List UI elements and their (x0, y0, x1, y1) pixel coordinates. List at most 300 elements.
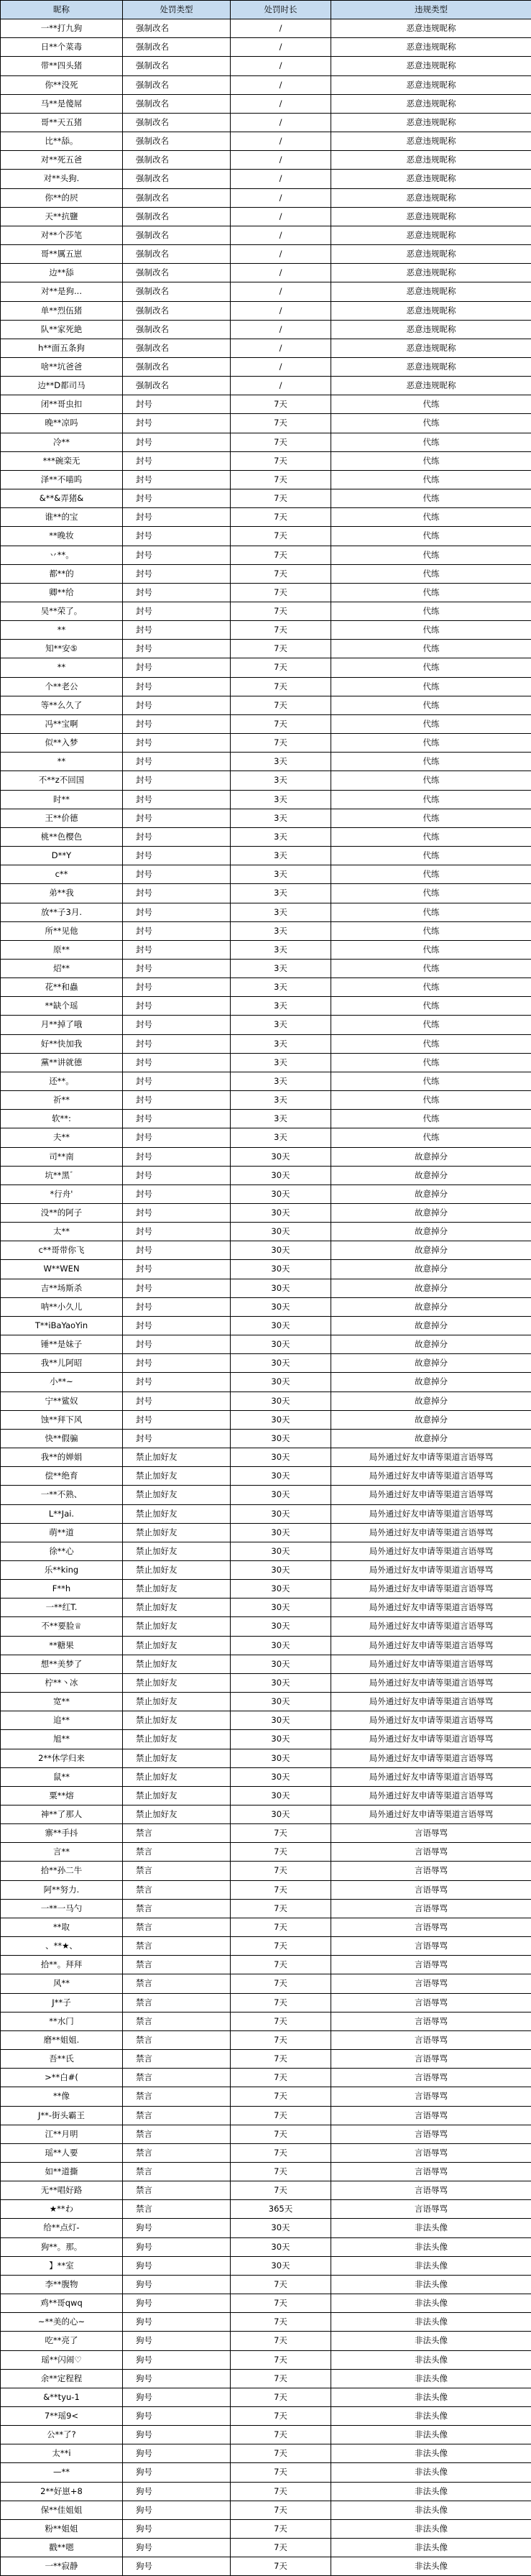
table-row (1, 827, 531, 846)
table-row (1, 170, 531, 188)
cell-penalty-duration: 7天 (231, 2294, 331, 2313)
cell-nickname: 花**和蟲 (1, 978, 123, 997)
cell-penalty-duration: 30天 (231, 1693, 331, 1711)
cell-penalty-type: 禁言 (123, 2012, 231, 2030)
cell-nickname: ***碗栾无 (1, 451, 123, 470)
cell-nickname: 风** (1, 1974, 123, 1993)
table-row (1, 2482, 531, 2501)
cell-nickname: ** (1, 621, 123, 640)
cell-penalty-duration: 30天 (231, 1373, 331, 1392)
cell-penalty-type: 封号 (123, 1072, 231, 1090)
table-row (1, 1110, 531, 1128)
cell-violation-type: 恶意违规昵称 (331, 282, 531, 301)
cell-violation-type: 局外通过好友申请等渠道言语辱骂 (331, 1598, 531, 1617)
cell-violation-type: 故意掉分 (331, 1354, 531, 1373)
table-row (1, 1486, 531, 1504)
cell-violation-type: 代练 (331, 696, 531, 714)
table-row (1, 1467, 531, 1486)
cell-penalty-duration: 7天 (231, 564, 331, 583)
cell-nickname: 神**了那人 (1, 1806, 123, 1824)
table-row (1, 151, 531, 170)
cell-penalty-duration: 30天 (231, 1655, 331, 1673)
cell-nickname: &**&弄猪& (1, 489, 123, 508)
cell-violation-type: 言语辱骂 (331, 2181, 531, 2200)
cell-penalty-type: 禁言 (123, 2162, 231, 2181)
cell-nickname: 对**是狗... (1, 282, 123, 301)
cell-violation-type: 故意掉分 (331, 1260, 531, 1279)
cell-nickname: 你**的屄 (1, 188, 123, 207)
cell-penalty-type: 禁言 (123, 1993, 231, 2012)
cell-violation-type: 非法头像 (331, 2557, 531, 2576)
cell-penalty-duration: 7天 (231, 546, 331, 564)
table-row (1, 1711, 531, 1730)
cell-nickname: 小**~ (1, 1373, 123, 1392)
cell-penalty-type: 封号 (123, 1147, 231, 1166)
cell-violation-type: 代练 (331, 790, 531, 809)
cell-penalty-duration: 30天 (231, 1354, 331, 1373)
cell-violation-type: 代练 (331, 527, 531, 546)
cell-penalty-duration: 3天 (231, 978, 331, 997)
table-row (1, 640, 531, 658)
cell-penalty-duration: 7天 (231, 2557, 331, 2576)
cell-nickname: 等**么久了 (1, 696, 123, 714)
table-row (1, 2219, 531, 2237)
cell-penalty-duration: 7天 (231, 1918, 331, 1936)
cell-penalty-type: 封号 (123, 1373, 231, 1392)
table-row (1, 1223, 531, 1241)
cell-nickname: ★**わ (1, 2200, 123, 2219)
cell-violation-type: 故意掉分 (331, 1373, 531, 1392)
table-row (1, 1523, 531, 1542)
cell-nickname: 泽**不喵呜 (1, 470, 123, 489)
cell-violation-type: 言语辱骂 (331, 2200, 531, 2219)
cell-violation-type: 恶意违规昵称 (331, 377, 531, 395)
cell-nickname: 王**价德 (1, 809, 123, 827)
table-row (1, 2350, 531, 2369)
cell-violation-type: 代练 (331, 640, 531, 658)
cell-penalty-duration: 30天 (231, 1448, 331, 1467)
table-row (1, 1806, 531, 1824)
cell-penalty-duration: 7天 (231, 677, 331, 696)
cell-penalty-type: 禁止加好友 (123, 1711, 231, 1730)
cell-violation-type: 恶意违规昵称 (331, 301, 531, 320)
cell-penalty-duration: 7天 (231, 1956, 331, 1974)
table-row (1, 2426, 531, 2444)
cell-penalty-type: 禁言 (123, 2069, 231, 2087)
table-row (1, 1542, 531, 1560)
table-row (1, 339, 531, 357)
cell-penalty-duration: 30天 (231, 1184, 331, 1203)
cell-penalty-type: 封号 (123, 414, 231, 433)
cell-penalty-type: 封号 (123, 1184, 231, 1203)
table-row (1, 188, 531, 207)
cell-violation-type: 局外通过好友申请等渠道言语辱骂 (331, 1617, 531, 1636)
cell-violation-type: 非法头像 (331, 2256, 531, 2275)
cell-nickname: 时** (1, 790, 123, 809)
cell-violation-type: 代练 (331, 1072, 531, 1090)
cell-penalty-duration: 30天 (231, 2256, 331, 2275)
cell-violation-type: 局外通过好友申请等渠道言语辱骂 (331, 1786, 531, 1805)
cell-penalty-duration: 3天 (231, 1053, 331, 1072)
table-row (1, 1279, 531, 1297)
cell-violation-type: 代练 (331, 921, 531, 940)
cell-penalty-duration: 30天 (231, 1392, 331, 1410)
cell-nickname: 李**腹物 (1, 2275, 123, 2294)
cell-penalty-type: 狗号 (123, 2407, 231, 2426)
cell-penalty-type: 强制改名 (123, 320, 231, 339)
cell-nickname: 柠**丶冰 (1, 1673, 123, 1692)
cell-violation-type: 代练 (331, 414, 531, 433)
cell-nickname: 放**子3月. (1, 903, 123, 921)
cell-penalty-type: 封号 (123, 865, 231, 884)
cell-penalty-duration: 30天 (231, 1147, 331, 1166)
cell-violation-type: 非法头像 (331, 2313, 531, 2332)
cell-nickname: 天**抗鹽 (1, 207, 123, 226)
cell-violation-type: 恶意违规昵称 (331, 320, 531, 339)
table-row (1, 2463, 531, 2482)
cell-penalty-duration: / (231, 226, 331, 244)
cell-penalty-duration: 7天 (231, 414, 331, 433)
cell-penalty-type: 禁止加好友 (123, 1693, 231, 1711)
cell-nickname: 】**室 (1, 2256, 123, 2275)
table-row (1, 1693, 531, 1711)
table-row (1, 2030, 531, 2049)
cell-penalty-duration: 7天 (231, 583, 331, 602)
cell-violation-type: 局外通过好友申请等渠道言语辱骂 (331, 1673, 531, 1692)
cell-nickname: 炤** (1, 959, 123, 978)
cell-nickname: 一**不熟、 (1, 1486, 123, 1504)
cell-nickname: —** (1, 2463, 123, 2482)
cell-penalty-duration: / (231, 357, 331, 376)
cell-nickname: >**白#( (1, 2069, 123, 2087)
table-row (1, 847, 531, 865)
cell-penalty-duration: 3天 (231, 827, 331, 846)
cell-violation-type: 恶意违规昵称 (331, 132, 531, 151)
cell-nickname: 狗**。那。 (1, 2237, 123, 2256)
cell-violation-type: 言语辱骂 (331, 1956, 531, 1974)
cell-nickname: 司**南 (1, 1147, 123, 1166)
table-row (1, 2519, 531, 2538)
cell-penalty-duration: 30天 (231, 1260, 331, 1279)
cell-violation-type: 恶意违规昵称 (331, 151, 531, 170)
cell-violation-type: 代练 (331, 997, 531, 1016)
cell-violation-type: 局外通过好友申请等渠道言语辱骂 (331, 1693, 531, 1711)
table-row (1, 1824, 531, 1843)
cell-violation-type: 局外通过好友申请等渠道言语辱骂 (331, 1448, 531, 1467)
cell-penalty-duration: 30天 (231, 1486, 331, 1504)
table-row (1, 2294, 531, 2313)
cell-violation-type: 代练 (331, 583, 531, 602)
cell-penalty-type: 封号 (123, 1279, 231, 1297)
cell-penalty-duration: 30天 (231, 1504, 331, 1523)
cell-penalty-duration: 7天 (231, 2275, 331, 2294)
cell-penalty-type: 禁止加好友 (123, 1580, 231, 1598)
cell-nickname: 弟**我 (1, 884, 123, 903)
cell-penalty-duration: 3天 (231, 884, 331, 903)
table-row (1, 1392, 531, 1410)
cell-violation-type: 局外通过好友申请等渠道言语辱骂 (331, 1655, 531, 1673)
table-row (1, 583, 531, 602)
cell-violation-type: 代练 (331, 809, 531, 827)
cell-nickname: 磨**姐姐. (1, 2030, 123, 2049)
table-row (1, 546, 531, 564)
cell-penalty-duration: 3天 (231, 790, 331, 809)
cell-penalty-type: 禁言 (123, 1918, 231, 1936)
cell-penalty-duration: 30天 (231, 1580, 331, 1598)
cell-violation-type: 代练 (331, 564, 531, 583)
cell-penalty-type: 禁止加好友 (123, 1636, 231, 1655)
cell-penalty-type: 禁言 (123, 1899, 231, 1918)
cell-nickname: 鼠** (1, 1767, 123, 1786)
cell-nickname: J**子 (1, 1993, 123, 2012)
cell-violation-type: 非法头像 (331, 2237, 531, 2256)
cell-nickname: 所**见他 (1, 921, 123, 940)
cell-penalty-type: 封号 (123, 1053, 231, 1072)
cell-penalty-type: 强制改名 (123, 132, 231, 151)
cell-violation-type: 言语辱骂 (331, 1974, 531, 1993)
cell-penalty-type: 封号 (123, 753, 231, 771)
table-row (1, 1316, 531, 1335)
cell-nickname: 乐**king (1, 1560, 123, 1579)
cell-penalty-duration: 7天 (231, 621, 331, 640)
cell-violation-type: 代练 (331, 1110, 531, 1128)
table-row (1, 207, 531, 226)
cell-nickname: 拾**。拜拜 (1, 1956, 123, 1974)
cell-penalty-type: 禁言 (123, 2050, 231, 2069)
cell-penalty-duration: 7天 (231, 470, 331, 489)
table-row (1, 714, 531, 733)
cell-penalty-duration: 7天 (231, 2106, 331, 2125)
cell-violation-type: 代练 (331, 1034, 531, 1053)
cell-penalty-duration: 3天 (231, 1016, 331, 1034)
table-row (1, 433, 531, 451)
cell-violation-type: 非法头像 (331, 2350, 531, 2369)
table-row (1, 2050, 531, 2069)
cell-penalty-type: 禁止加好友 (123, 1598, 231, 1617)
cell-nickname: 没**的阿子 (1, 1204, 123, 1223)
cell-penalty-type: 封号 (123, 1223, 231, 1241)
cell-penalty-duration: / (231, 282, 331, 301)
table-row (1, 1786, 531, 1805)
cell-penalty-type: 强制改名 (123, 151, 231, 170)
cell-penalty-duration: / (231, 38, 331, 57)
cell-penalty-duration: 3天 (231, 1034, 331, 1053)
table-row (1, 903, 531, 921)
cell-penalty-type: 强制改名 (123, 57, 231, 75)
table-row (1, 1673, 531, 1692)
cell-penalty-duration: 3天 (231, 921, 331, 940)
cell-nickname: &**tyu-1 (1, 2388, 123, 2406)
table-row (1, 1072, 531, 1090)
cell-nickname: 宁**鲨奴 (1, 1392, 123, 1410)
cell-violation-type: 局外通过好友申请等渠道言语辱骂 (331, 1767, 531, 1786)
table-row (1, 414, 531, 433)
table-row (1, 2332, 531, 2350)
cell-nickname: 2**休学归来 (1, 1749, 123, 1767)
cell-penalty-type: 狗号 (123, 2426, 231, 2444)
cell-penalty-duration: / (231, 264, 331, 282)
table-row (1, 282, 531, 301)
cell-penalty-type: 禁言 (123, 1862, 231, 1880)
cell-nickname: 2**好崽+8 (1, 2482, 123, 2501)
cell-penalty-type: 封号 (123, 508, 231, 527)
table-row (1, 1504, 531, 1523)
cell-penalty-type: 封号 (123, 489, 231, 508)
cell-violation-type: 恶意违规昵称 (331, 245, 531, 264)
cell-nickname: 月**掉了哦 (1, 1016, 123, 1034)
cell-penalty-type: 封号 (123, 790, 231, 809)
cell-penalty-duration: 3天 (231, 959, 331, 978)
cell-violation-type: 代练 (331, 470, 531, 489)
cell-penalty-type: 封号 (123, 827, 231, 846)
cell-penalty-type: 封号 (123, 640, 231, 658)
cell-penalty-duration: 30天 (231, 1297, 331, 1316)
cell-penalty-type: 狗号 (123, 2350, 231, 2369)
cell-nickname: 、**★、 (1, 1937, 123, 1956)
cell-nickname: **缺个瑶 (1, 997, 123, 1016)
cell-penalty-type: 强制改名 (123, 188, 231, 207)
cell-violation-type: 故意掉分 (331, 1410, 531, 1429)
table-row (1, 1184, 531, 1203)
cell-violation-type: 局外通过好友申请等渠道言语辱骂 (331, 1504, 531, 1523)
cell-penalty-duration: / (231, 132, 331, 151)
cell-penalty-duration: / (231, 75, 331, 94)
cell-penalty-duration: 30天 (231, 1467, 331, 1486)
cell-penalty-type: 狗号 (123, 2539, 231, 2557)
cell-penalty-duration: 7天 (231, 1899, 331, 1918)
cell-penalty-duration: 30天 (231, 1241, 331, 1260)
cell-penalty-type: 禁言 (123, 1843, 231, 1862)
table-row (1, 1598, 531, 1617)
table-row (1, 2256, 531, 2275)
cell-violation-type: 言语辱骂 (331, 2069, 531, 2087)
table-row (1, 1956, 531, 1974)
cell-nickname: 祈** (1, 1091, 123, 1110)
cell-penalty-duration: 30天 (231, 1523, 331, 1542)
cell-violation-type: 局外通过好友申请等渠道言语辱骂 (331, 1560, 531, 1579)
cell-violation-type: 局外通过好友申请等渠道言语辱骂 (331, 1806, 531, 1824)
table-row (1, 1636, 531, 1655)
cell-nickname: 还**。 (1, 1072, 123, 1090)
table-row (1, 2143, 531, 2162)
cell-violation-type: 代练 (331, 1128, 531, 1147)
cell-nickname: 快**假骗 (1, 1429, 123, 1448)
cell-penalty-type: 狗号 (123, 2557, 231, 2576)
cell-penalty-type: 封号 (123, 602, 231, 621)
cell-penalty-type: 禁止加好友 (123, 1467, 231, 1486)
cell-penalty-type: 禁止加好友 (123, 1749, 231, 1767)
table-row (1, 527, 531, 546)
cell-violation-type: 言语辱骂 (331, 1918, 531, 1936)
cell-penalty-duration: 7天 (231, 1937, 331, 1956)
cell-penalty-type: 强制改名 (123, 282, 231, 301)
cell-penalty-type: 禁言 (123, 1880, 231, 1899)
cell-nickname: 一**寂静 (1, 2557, 123, 2576)
cell-violation-type: 言语辱骂 (331, 1899, 531, 1918)
cell-nickname: **取 (1, 1918, 123, 1936)
cell-penalty-duration: 7天 (231, 2313, 331, 2332)
table-row (1, 734, 531, 753)
cell-nickname: 好**快加我 (1, 1034, 123, 1053)
cell-penalty-duration: 7天 (231, 1862, 331, 1880)
cell-nickname: 一**打九狗 (1, 19, 123, 38)
table-row (1, 940, 531, 959)
cell-violation-type: 局外通过好友申请等渠道言语辱骂 (331, 1711, 531, 1730)
cell-violation-type: 代练 (331, 489, 531, 508)
table-row (1, 2388, 531, 2406)
cell-nickname: 拾**孙二牛 (1, 1862, 123, 1880)
cell-penalty-duration: / (231, 245, 331, 264)
cell-violation-type: 非法头像 (331, 2539, 531, 2557)
table-row (1, 677, 531, 696)
table-row (1, 2200, 531, 2219)
table-row (1, 1128, 531, 1147)
table-row (1, 75, 531, 94)
cell-violation-type: 恶意违规昵称 (331, 170, 531, 188)
table-row (1, 1091, 531, 1110)
cell-penalty-type: 禁言 (123, 1824, 231, 1843)
cell-penalty-duration: / (231, 151, 331, 170)
cell-penalty-duration: 3天 (231, 1128, 331, 1147)
table-row (1, 2369, 531, 2388)
cell-penalty-type: 封号 (123, 677, 231, 696)
cell-violation-type: 非法头像 (331, 2219, 531, 2237)
cell-nickname: 带**四头猪 (1, 57, 123, 75)
cell-violation-type: 故意掉分 (331, 1279, 531, 1297)
cell-penalty-type: 封号 (123, 1110, 231, 1128)
cell-nickname: 瑶**闪闹♡ (1, 2350, 123, 2369)
cell-penalty-type: 封号 (123, 1354, 231, 1373)
cell-violation-type: 故意掉分 (331, 1392, 531, 1410)
cell-penalty-duration: 30天 (231, 1598, 331, 1617)
cell-nickname: 公**了? (1, 2426, 123, 2444)
cell-penalty-duration: 7天 (231, 2501, 331, 2519)
cell-penalty-duration: 30天 (231, 1786, 331, 1805)
cell-nickname: 晚**凉吗 (1, 414, 123, 433)
cell-penalty-type: 封号 (123, 847, 231, 865)
cell-penalty-type: 狗号 (123, 2388, 231, 2406)
cell-violation-type: 代练 (331, 940, 531, 959)
cell-violation-type: 言语辱骂 (331, 1862, 531, 1880)
table-row (1, 2125, 531, 2143)
cell-penalty-type: 封号 (123, 940, 231, 959)
table-row (1, 1147, 531, 1166)
table-row (1, 884, 531, 903)
header-penalty-type: 处罚类型 (123, 1, 231, 19)
cell-penalty-type: 禁止加好友 (123, 1448, 231, 1467)
cell-penalty-duration: 7天 (231, 2407, 331, 2426)
cell-nickname: 阿**努力. (1, 1880, 123, 1899)
cell-nickname: 都**的 (1, 564, 123, 583)
cell-penalty-duration: 7天 (231, 1993, 331, 2012)
cell-violation-type: 非法头像 (331, 2388, 531, 2406)
cell-penalty-type: 封号 (123, 978, 231, 997)
cell-violation-type: 言语辱骂 (331, 2162, 531, 2181)
cell-penalty-duration: 30天 (231, 1767, 331, 1786)
cell-penalty-duration: 30天 (231, 1636, 331, 1655)
cell-penalty-duration: / (231, 320, 331, 339)
cell-penalty-duration: 30天 (231, 1542, 331, 1560)
cell-violation-type: 代练 (331, 508, 531, 527)
cell-nickname: 边**D都司马 (1, 377, 123, 395)
cell-violation-type: 代练 (331, 978, 531, 997)
cell-nickname: 冷** (1, 433, 123, 451)
cell-penalty-duration: 7天 (231, 2069, 331, 2087)
cell-penalty-type: 禁止加好友 (123, 1523, 231, 1542)
cell-violation-type: 非法头像 (331, 2369, 531, 2388)
cell-violation-type: 代练 (331, 433, 531, 451)
header-nickname: 昵称 (1, 1, 123, 19)
